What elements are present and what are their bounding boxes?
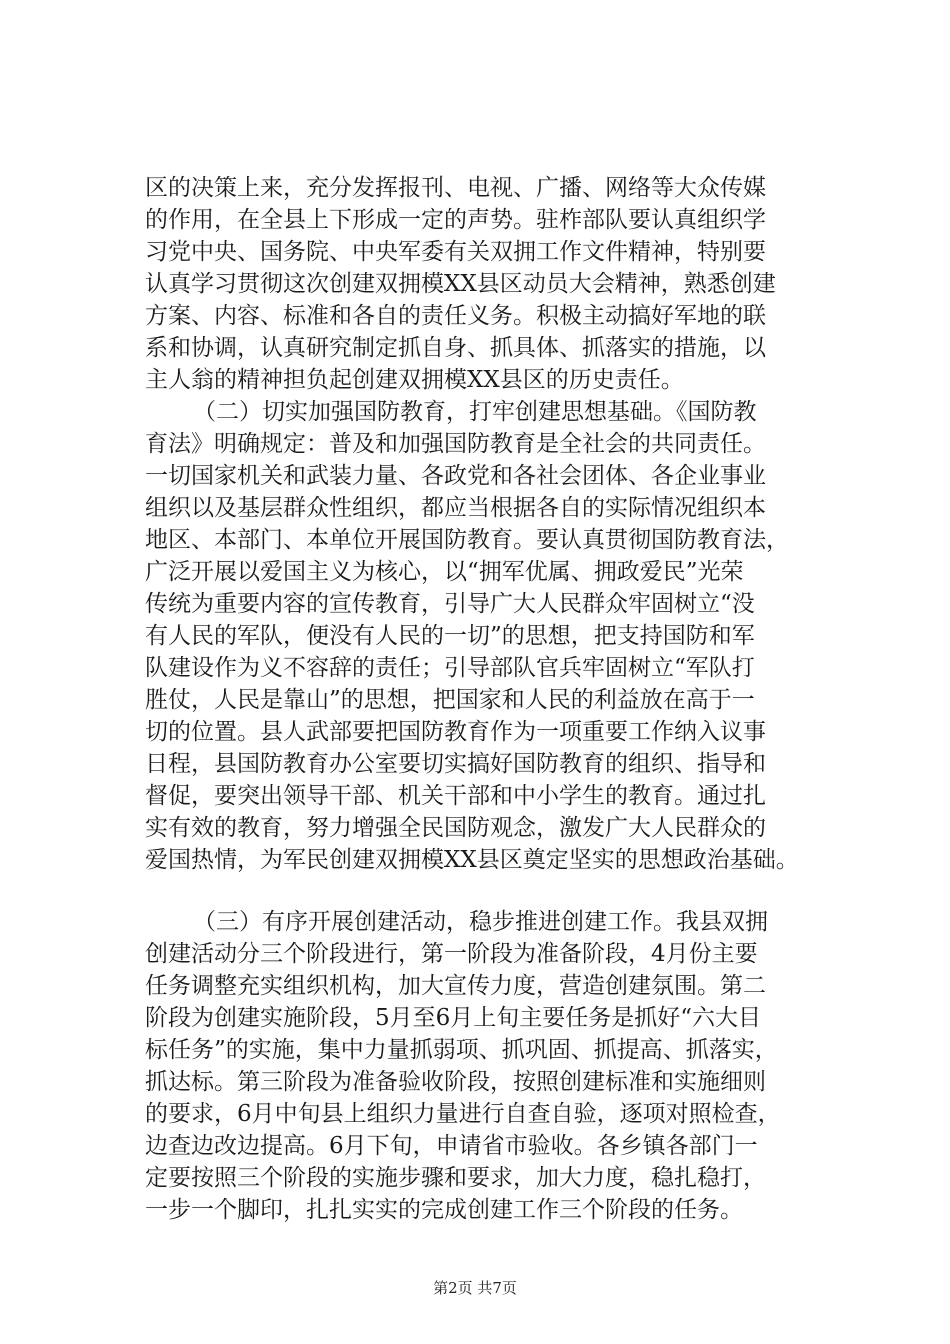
text-line: 习党中央、国务院、中央军委有关双拥工作文件精神，特别要 <box>145 239 766 265</box>
paragraph-3 <box>145 906 810 1226</box>
text-line: 胜仗，人民是靠山”的思想，把国家和人民的利益放在高于一 <box>145 687 755 713</box>
text-line: 队建设作为义不容辞的责任；引导部队官兵牢固树立“军队打 <box>145 655 755 681</box>
text-line: 主人翁的精神担负起创建双拥模XX县区的历史责任。 <box>145 367 684 393</box>
text-line: 认真学习贯彻这次创建双拥模XX县区动员大会精神，熟悉创建 <box>145 271 776 297</box>
text-line: （三）有序开展创建活动，稳步推进创建工作。我县双拥 <box>193 909 768 935</box>
text-line: 切的位置。县人武部要把国防教育作为一项重要工作纳入议事 <box>145 719 766 745</box>
paragraph-1 <box>145 172 810 396</box>
text-line: 地区、本部门、本单位开展国防教育。要认真贯彻国防教育法， <box>145 527 789 553</box>
text-line: 有人民的军队，便没有人民的一切”的思想，把支持国防和军 <box>145 623 755 649</box>
text-line: 爱国热情，为军民创建双拥模XX县区奠定坚实的思想政治基础。 <box>145 847 799 873</box>
text-line: 任务调整充实组织机构，加大宣传力度，营造创建氛围。第二 <box>145 973 766 999</box>
text-line: 一步一个脚印，扎扎实实的完成创建工作三个阶段的任务。 <box>145 1197 743 1223</box>
text-line: 实有效的教育，努力增强全民国防观念，激发广大人民群众的 <box>145 815 766 841</box>
text-line: 传统为重要内容的宣传教育，引导广大人民群众牢固树立“没 <box>145 591 755 617</box>
text-line: 督促，要突出领导干部、机关干部和中小学生的教育。通过扎 <box>145 783 766 809</box>
text-line: 标任务”的实施，集中力量抓弱项、抓巩固、抓提高、抓落实， <box>145 1037 778 1063</box>
page-number-footer: 第2页 共7页 <box>433 1279 517 1297</box>
text-line: 区的决策上来，充分发挥报刊、电视、广播、网络等大众传媒 <box>145 175 766 201</box>
text-line: 阶段为创建实施阶段，5月至6月上旬主要任务是抓好“六大目 <box>145 1005 762 1031</box>
document-body <box>145 172 810 1226</box>
paragraph-gap <box>145 876 810 906</box>
text-line: 组织以及基层群众性组织，都应当根据各自的实际情况组织本 <box>145 495 766 521</box>
text-line: 的作用，在全县上下形成一定的声势。驻柞部队要认真组织学 <box>145 207 766 233</box>
text-line: 方案、内容、标准和各自的责任义务。积极主动搞好军地的联 <box>145 303 766 329</box>
text-line: 边查边改边提高。6月下旬，申请省市验收。各乡镇各部门一 <box>145 1133 758 1159</box>
paragraph-2 <box>145 396 810 876</box>
text-line: 育法》明确规定：普及和加强国防教育是全社会的共同责任。 <box>145 431 766 457</box>
text-line: 抓达标。第三阶段为准备验收阶段，按照创建标准和实施细则 <box>145 1069 766 1095</box>
text-line: （二）切实加强国防教育，打牢创建思想基础。《国防教 <box>193 399 757 425</box>
text-line: 创建活动分三个阶段进行，第一阶段为准备阶段，4月份主要 <box>145 941 758 967</box>
text-line: 一切国家机关和武装力量、各政党和各社会团体、各企业事业 <box>145 463 766 489</box>
text-line: 系和协调，认真研究制定抓自身、抓具体、抓落实的措施，以 <box>145 335 766 361</box>
text-line: 广泛开展以爱国主义为核心，以“拥军优属、拥政爱民”光荣 <box>145 559 744 585</box>
text-line: 的要求，6月中旬县上组织力量进行自查自验，逐项对照检查， <box>145 1101 781 1127</box>
text-line: 日程，县国防教育办公室要切实搞好国防教育的组织、指导和 <box>145 751 766 777</box>
text-line: 定要按照三个阶段的实施步骤和要求，加大力度，稳扎稳打， <box>145 1165 766 1191</box>
